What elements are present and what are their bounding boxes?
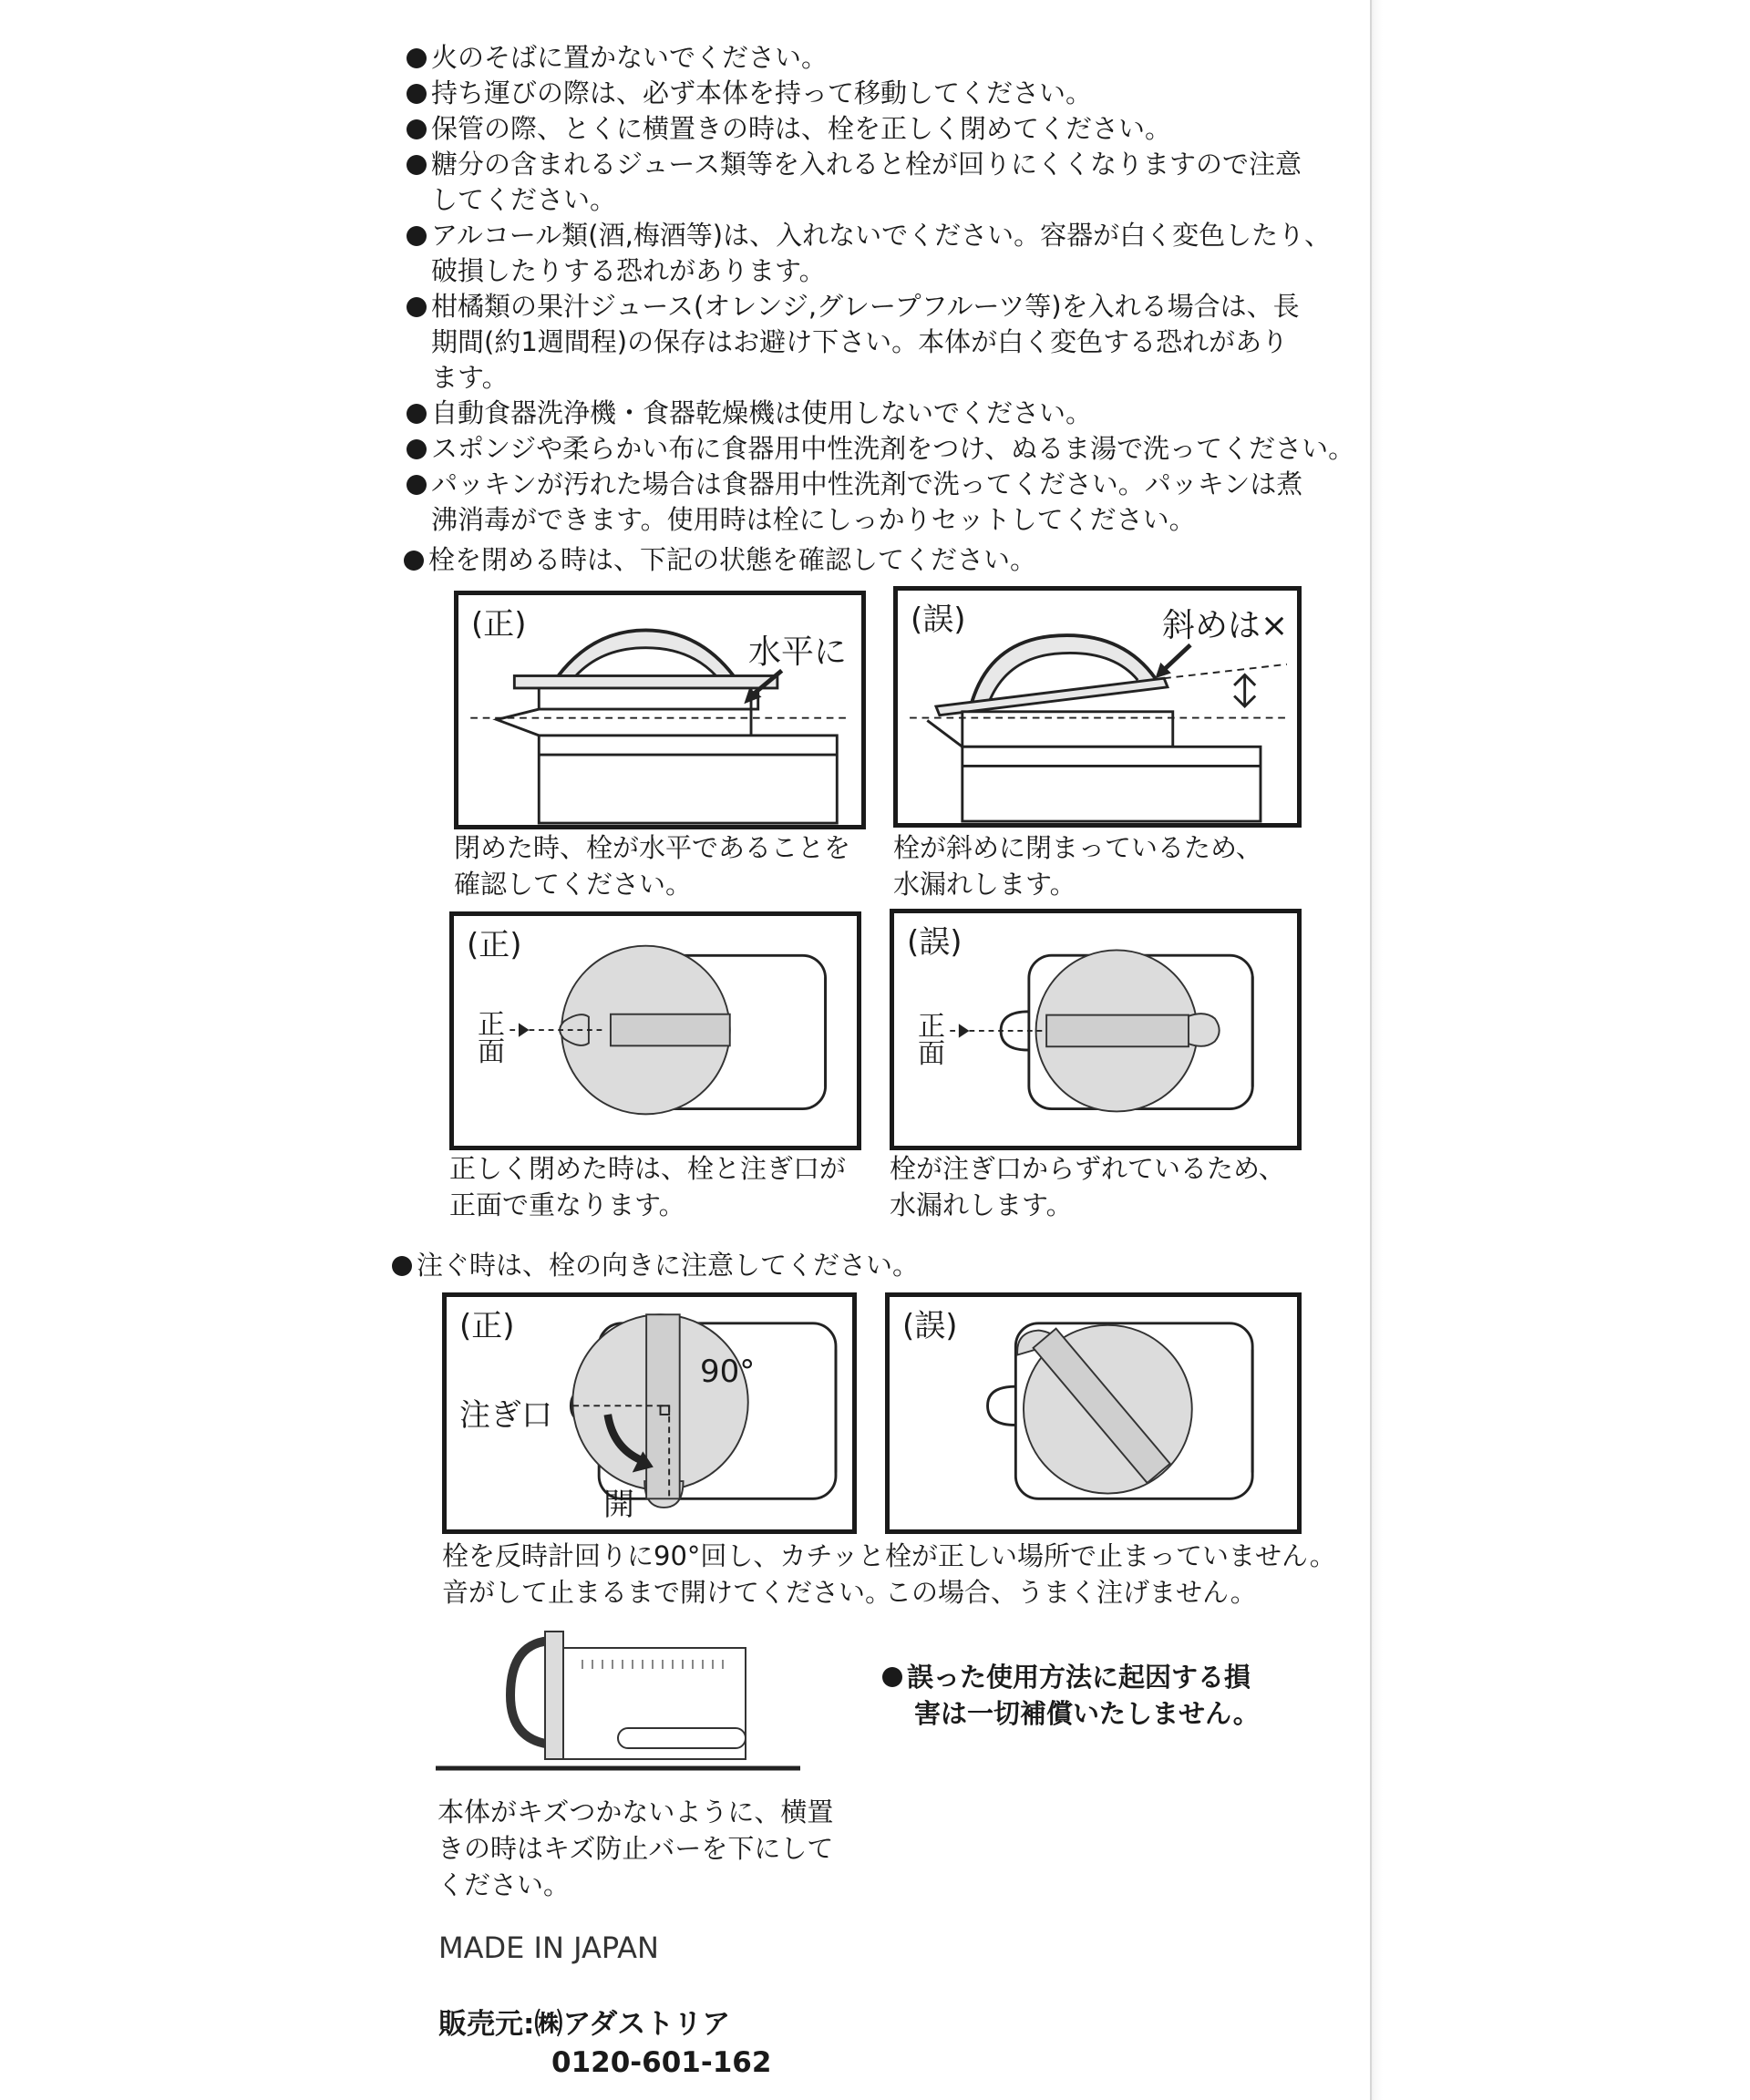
panel6-caption-line2: この場合、うまく注げません。 [885, 1577, 1257, 1608]
precautions-list [407, 40, 1373, 538]
note-item: 保管の際、とくに横置きの時は、栓を正しく閉めてください。 [407, 111, 1373, 147]
panel-tag: (正) [471, 606, 527, 643]
panel-pour-wrong [885, 1292, 1302, 1534]
panel5-caption-line1: 栓を反時計回りに90°回し、カチッと [442, 1540, 885, 1571]
pour-section-heading: 注ぐ時は、栓の向きに注意してください。 [392, 1248, 919, 1283]
open-label: 開 [603, 1487, 634, 1523]
panel5-caption-line2: 音がして止まるまで開けてください。 [442, 1577, 892, 1608]
panel-tag: (誤) [907, 924, 962, 961]
panel-pour-correct [442, 1292, 857, 1534]
panel-close-correct-side [454, 591, 866, 829]
panel2-caption-line1: 栓が斜めに閉まっているため、 [893, 832, 1262, 863]
panel-tag: (誤) [911, 602, 966, 638]
note-item: 持ち運びの際は、必ず本体を持って移動してください。 [407, 76, 1373, 111]
horizontal-label: 水平に [748, 633, 848, 671]
note-item: アルコール類(酒,梅酒等)は、入れないでください。容器が白く変色したり、 破損したりする恐れがあります。 [407, 218, 1373, 289]
panel-close-wrong-top [890, 909, 1302, 1150]
note-item: 糖分の含まれるジュース類等を入れると栓が回りにくくなりますので注意 してください。 [407, 147, 1373, 218]
close-section-heading: 栓を閉める時は、下記の状態を確認してください。 [404, 542, 1036, 578]
phone-number: 0120-601-162 [551, 2046, 772, 2079]
spout-label: 注ぎ口 [459, 1397, 552, 1434]
panel3-caption-line1: 正しく閉めた時は、栓と注ぎ口が [449, 1153, 847, 1184]
front-label: 正 面 [478, 1009, 505, 1068]
panel1-caption-line1: 閉めた時、栓が水平であることを [454, 832, 851, 863]
panel3-caption-line2: 正面で重なります。 [449, 1189, 685, 1220]
panel-close-wrong-side [893, 586, 1302, 828]
side-storage-diagram [436, 1622, 800, 1777]
storage-caption-line3: ください。 [438, 1869, 571, 1900]
panel6-caption-line1: 栓が正しい場所で止まっていません。 [885, 1540, 1336, 1571]
tilted-label: 斜めは× [1162, 607, 1289, 644]
panel4-caption-line1: 栓が注ぎ口からずれているため、 [890, 1153, 1285, 1184]
storage-caption-line1: 本体がキズつかないように、横置 [438, 1796, 834, 1827]
panel2-caption-line2: 水漏れします。 [893, 869, 1076, 900]
front-label: 正 面 [918, 1011, 945, 1070]
panel-tag: (正) [467, 927, 522, 963]
panel1-caption-line2: 確認してください。 [454, 869, 693, 900]
liability-warning: 誤った使用方法に起因する損 害は一切補償いたしません。 [882, 1659, 1381, 1732]
panel-close-correct-top [449, 911, 861, 1150]
seller-name: 販売元:㈱アダストリア [438, 2008, 731, 2041]
note-item: パッキンが汚れた場合は食器用中性洗剤で洗ってください。パッキンは煮 沸消毒ができます。使用時は栓にしっかりセットしてください。 [407, 467, 1373, 538]
note-item: 火のそばに置かないでください。 [407, 40, 1373, 76]
note-item: 柑橘類の果汁ジュース(オレンジ,グレープフルーツ等)を入れる場合は、長 期間(約1週間程)の保存はお避け下さい。本体が白く変色する恐れがあり ます。 [407, 289, 1373, 396]
angle-label: 90° [700, 1354, 756, 1390]
storage-caption-line2: きの時はキズ防止バーを下にして [438, 1833, 834, 1864]
note-item: スポンジや柔らかい布に食器用中性洗剤をつけ、ぬるま湯で洗ってください。 [407, 431, 1373, 467]
made-in-japan: MADE IN JAPAN [438, 1930, 659, 1965]
panel-tag: (正) [459, 1308, 515, 1344]
panel-tag: (誤) [902, 1308, 958, 1344]
note-item: 自動食器洗浄機・食器乾燥機は使用しないでください。 [407, 396, 1373, 431]
panel4-caption-line2: 水漏れします。 [890, 1189, 1073, 1220]
background-edge [1370, 0, 1750, 2100]
